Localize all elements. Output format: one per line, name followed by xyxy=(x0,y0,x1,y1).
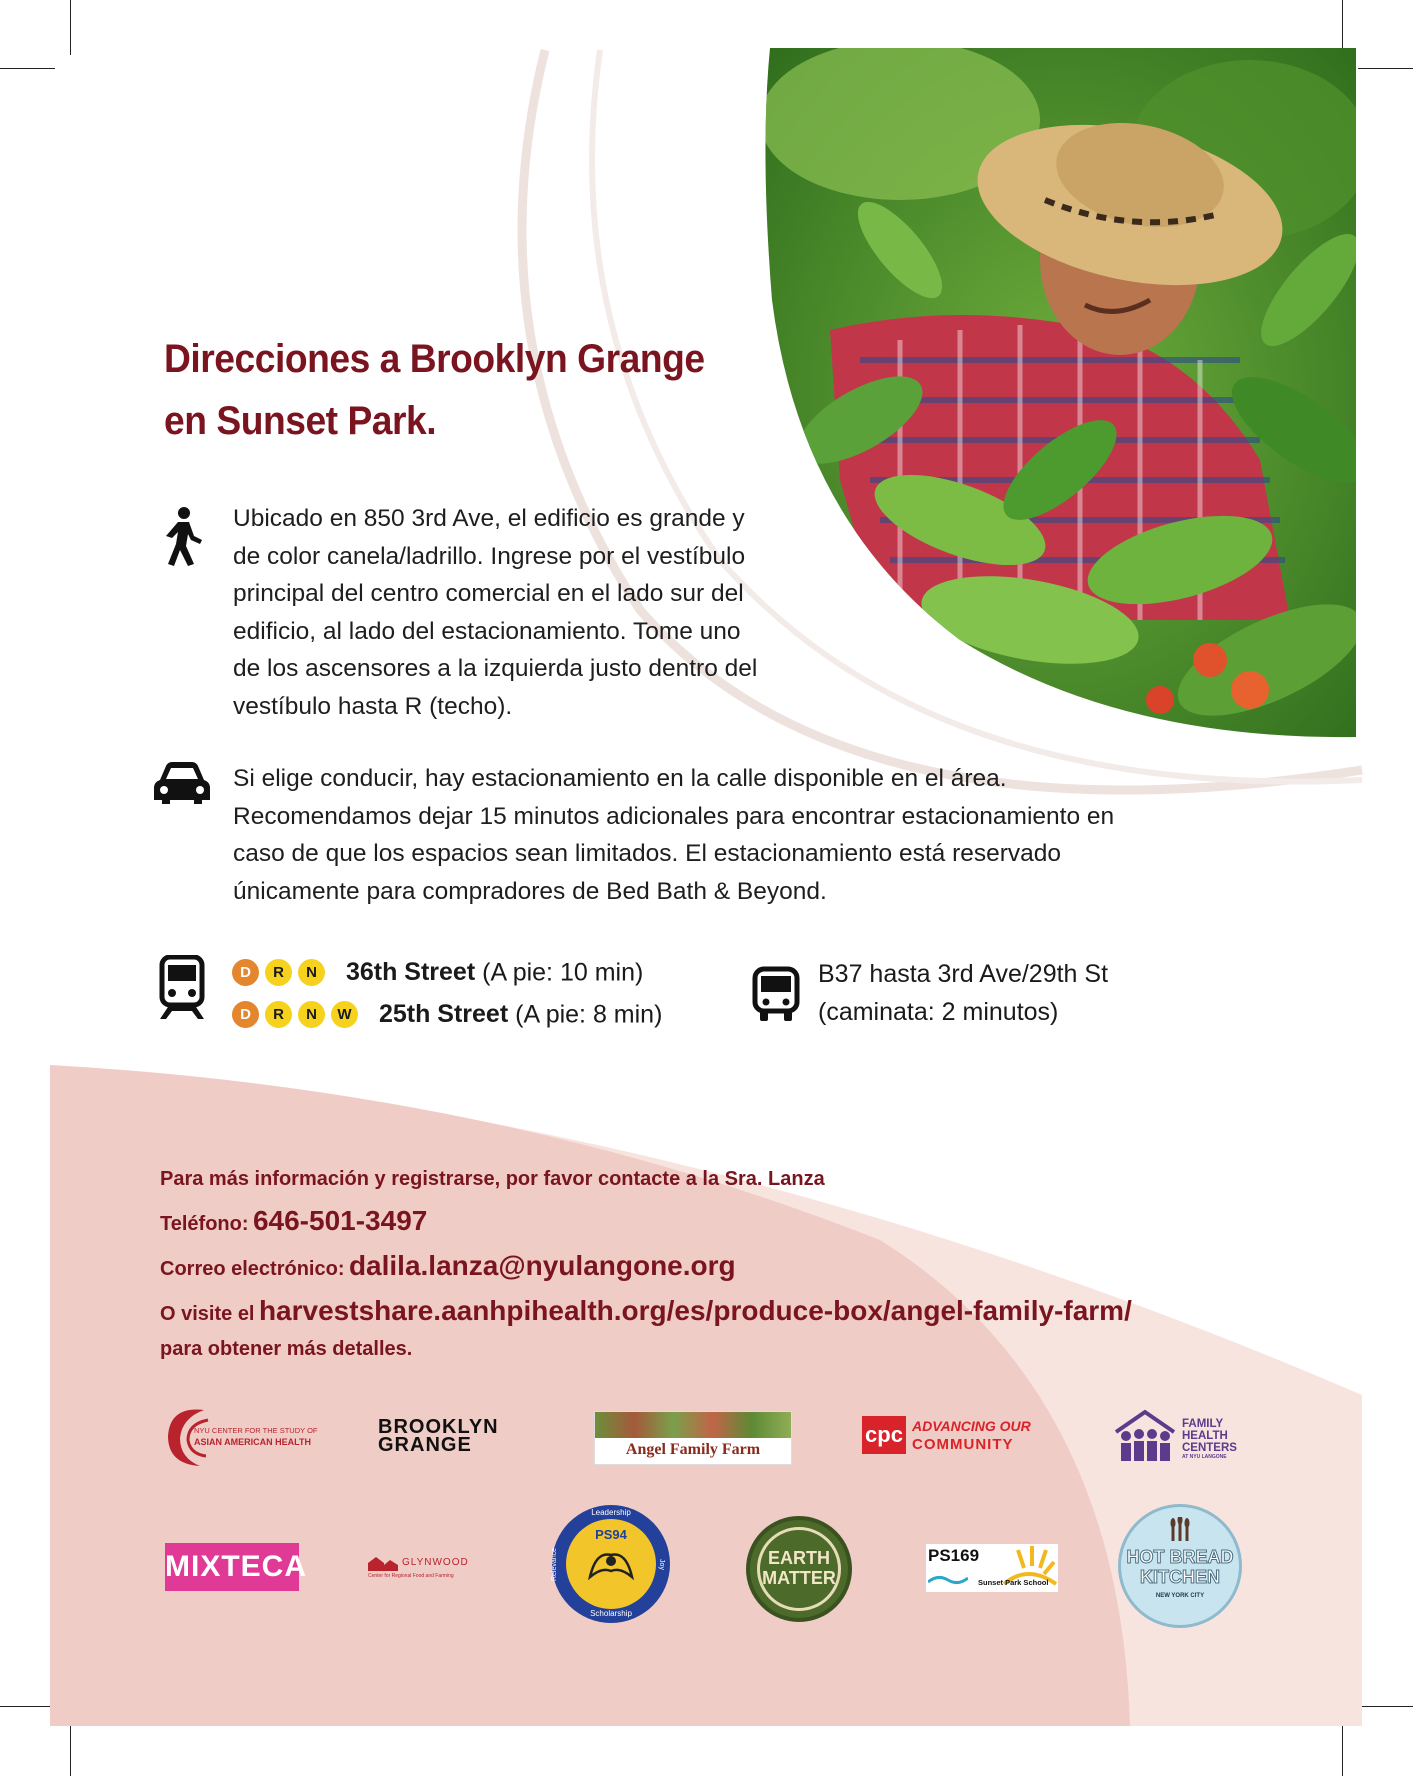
walking-directions xyxy=(233,500,757,725)
farm-photo-strip xyxy=(595,1412,791,1438)
cpc-mark: cpc xyxy=(862,1416,906,1454)
cpc-line2: COMMUNITY xyxy=(912,1436,1014,1453)
earth-line1: EARTH xyxy=(768,1548,830,1568)
contact-visit xyxy=(160,1295,1132,1327)
text-line: edificio, al lado del estacionamiento. Tome uno xyxy=(233,617,741,645)
ps94-top: Leadership xyxy=(591,1508,631,1517)
station-name: 36th Street xyxy=(345,958,476,987)
hot-bread-kitchen-logo xyxy=(1118,1504,1242,1628)
mixteca-logo: MIXTECA xyxy=(165,1543,299,1591)
train-icon xyxy=(158,955,206,1021)
text-line: principal del centro comercial en el lado sur del xyxy=(233,580,744,607)
station-name: 25th Street xyxy=(378,1000,509,1029)
nyu-line1: NYU CENTER FOR THE STUDY OF xyxy=(194,1426,318,1435)
nyu-line2: ASIAN AMERICAN HEALTH xyxy=(194,1437,311,1447)
angel-family-farm-logo xyxy=(594,1411,792,1465)
ps94-bottom: Scholarship xyxy=(590,1609,632,1618)
subway-badge-n: N xyxy=(298,959,325,986)
visit-label: O visite el xyxy=(160,1303,255,1325)
bus-icon xyxy=(752,966,800,1022)
text-line: (caminata: 2 minutos) xyxy=(818,998,1059,1026)
wheat-icon xyxy=(1165,1517,1195,1541)
website-link[interactable]: harvestshare.aanhpihealth.org/es/produce-box/angel-family-farm/ xyxy=(258,1295,1132,1326)
family-health-centers-logo xyxy=(1112,1408,1262,1464)
text-line: Recomendamos dejar 15 minutos adicionales para encontrar estacionamiento en xyxy=(233,802,1115,830)
eagle-icon xyxy=(586,1547,636,1587)
cpc-line1: ADVANCING OUR xyxy=(912,1418,1031,1434)
driving-directions xyxy=(233,760,1114,910)
walk-time: (A pie: 10 min) xyxy=(482,958,644,987)
subway-badge-r: R xyxy=(265,959,292,986)
fhc-line2: HEALTH xyxy=(1182,1430,1228,1442)
fhc-line4: AT NYU LANGONE xyxy=(1182,1454,1227,1460)
ps94-logo xyxy=(552,1505,670,1623)
bus-directions xyxy=(818,955,1108,1031)
earth-line2: MATTER xyxy=(762,1568,836,1588)
subway-badge-n: N xyxy=(298,1001,325,1028)
brooklyn-grange-logo xyxy=(378,1418,499,1454)
text-line: únicamente para compradores de Bed Bath & Beyond. xyxy=(233,877,827,905)
angel-farm-name: Angel Family Farm xyxy=(625,1441,761,1458)
contact-phone xyxy=(160,1205,427,1237)
subway-badge-r: R xyxy=(265,1001,292,1028)
fhc-line1: FAMILY xyxy=(1182,1418,1224,1430)
email-label: Correo electrónico: xyxy=(160,1258,345,1280)
subway-badge-d: D xyxy=(232,959,259,986)
contact-email xyxy=(160,1250,736,1282)
glynwood-tagline: Center for Regional Food and Farming xyxy=(368,1573,454,1579)
title-line: en Sunset Park. xyxy=(164,399,437,443)
email-link[interactable]: dalila.lanza@nyulangone.org xyxy=(348,1250,736,1281)
barn-icon xyxy=(368,1557,398,1571)
title-line: Direcciones a Brooklyn Grange xyxy=(164,337,705,381)
ps169-subtitle: Sunset Park School xyxy=(978,1578,1049,1587)
phone-label: Teléfono: xyxy=(160,1213,249,1235)
hbk-line1: HOT BREAD xyxy=(1126,1547,1234,1567)
cpc-logo xyxy=(862,1416,1042,1454)
ps94-name: PS94 xyxy=(595,1527,627,1542)
subway-route xyxy=(232,950,643,993)
page-title xyxy=(164,328,705,452)
glynwood-name: GLYNWOOD xyxy=(402,1557,469,1568)
text-line: B37 hasta 3rd Ave/29th St xyxy=(818,960,1109,988)
glynwood-logo xyxy=(368,1555,488,1585)
contact-intro: Para más información y registrarse, por favor contacte a la Sra. Lanza xyxy=(160,1168,825,1190)
text-line: Ubicado en 850 3rd Ave, el edificio es grande y xyxy=(233,505,745,532)
ps94-left: Relevance xyxy=(551,1547,559,1582)
ps94-right: Joy xyxy=(657,1559,665,1570)
phone-number[interactable]: 646-501-3497 xyxy=(252,1205,428,1236)
nyu-csaah-logo xyxy=(160,1402,320,1472)
ps169-logo xyxy=(926,1544,1058,1592)
subway-badge-d: D xyxy=(232,1001,259,1028)
text-line: vestíbulo hasta R (techo). xyxy=(233,692,513,720)
ps169-name: PS169 xyxy=(928,1546,980,1565)
text-line: caso de que los espacios sean limitados. El estacionamiento está reservado xyxy=(233,840,1062,867)
fhc-line3: CENTERS xyxy=(1182,1442,1237,1454)
brooklyn-line2: GRANGE xyxy=(378,1434,472,1456)
contact-details: para obtener más detalles. xyxy=(160,1338,413,1360)
school-icon xyxy=(928,1570,968,1586)
family-house-icon xyxy=(1112,1408,1178,1464)
walking-person-icon xyxy=(158,506,206,566)
walk-time: (A pie: 8 min) xyxy=(515,1000,663,1029)
subway-badge-w: W xyxy=(331,1001,358,1028)
hbk-line2: KITCHEN xyxy=(1140,1567,1220,1587)
text-line: Si elige conducir, hay estacionamiento en la calle disponible en el área. xyxy=(233,765,1007,792)
earth-matter-logo xyxy=(746,1516,852,1622)
text-line: de color canela/ladrillo. Ingrese por el vestíbulo xyxy=(233,542,746,570)
text-line: de los ascensores a la izquierda justo dentro del xyxy=(233,655,758,682)
hbk-subtitle: NEW YORK CITY xyxy=(1155,1593,1205,1599)
car-icon xyxy=(154,760,210,804)
brooklyn-line1: BROOKLYN xyxy=(378,1416,499,1438)
subway-route xyxy=(232,992,662,1035)
